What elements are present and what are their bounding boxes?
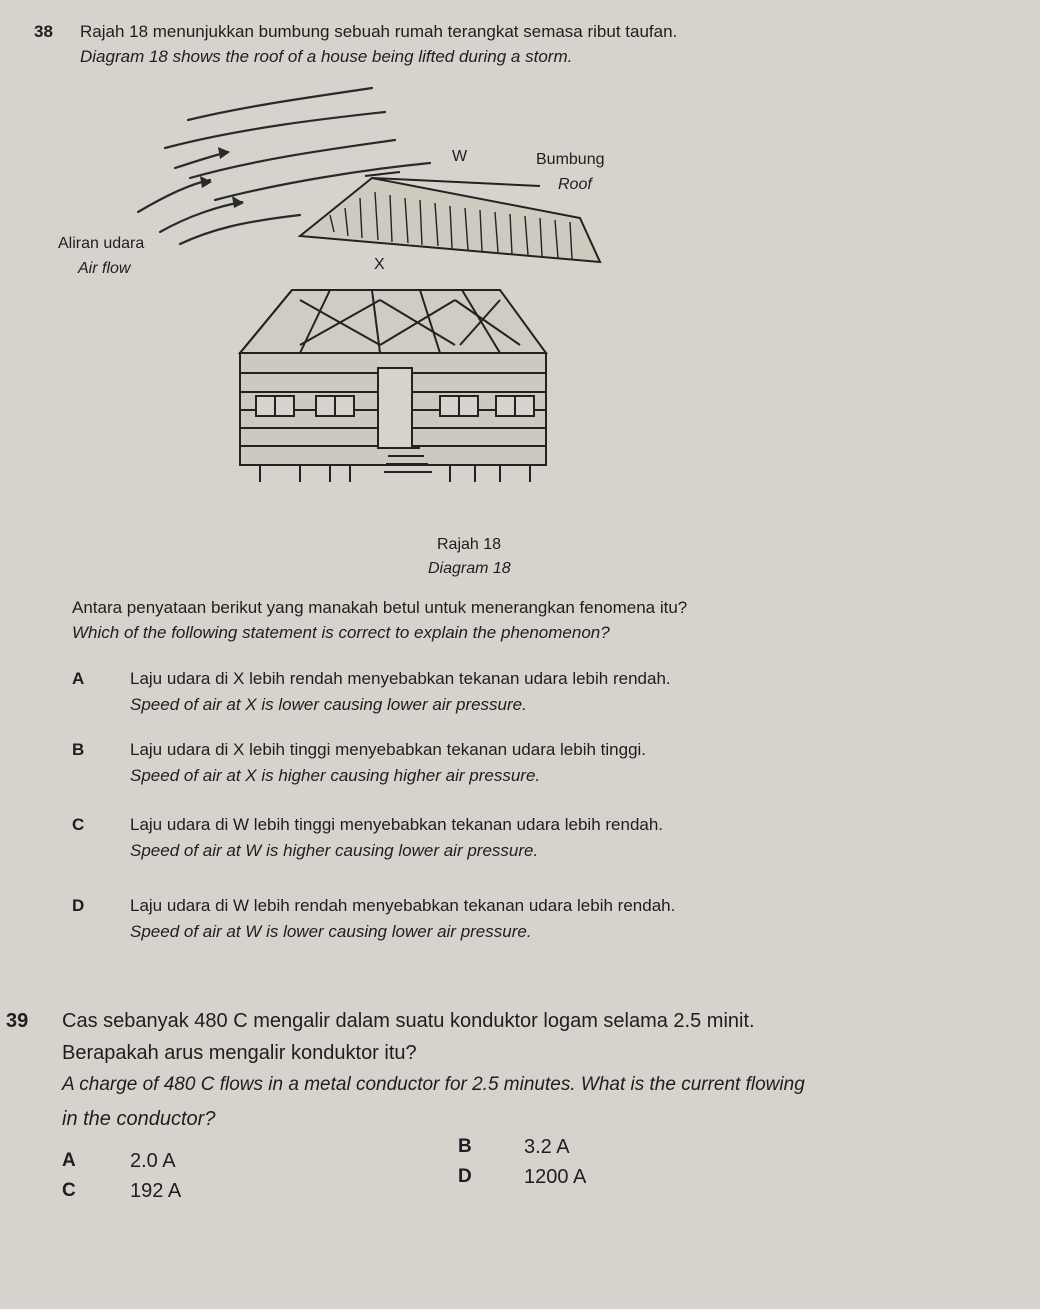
house-body: [240, 290, 546, 482]
question-38-ms: Antara penyataan berikut yang manakah betul untuk menerangkan fenomena itu?: [72, 598, 688, 617]
diagram-label-air-en: Air flow: [78, 260, 131, 277]
diagram-label-x: X: [374, 256, 385, 273]
question-39-stem-ms-1: Cas sebanyak 480 C mengalir dalam suatu konduktor logam selama 2.5 minit.: [62, 1010, 755, 1032]
question-38-stem-ms: Rajah 18 menunjukkan bumbung sebuah rumah terangkat semasa ribut taufan.: [80, 22, 678, 41]
option-b-ms: Laju udara di X lebih tinggi menyebabkan tekanan udara lebih tinggi.: [130, 740, 647, 759]
option-d-letter[interactable]: D: [72, 896, 85, 915]
option-39a-value: 2.0 A: [130, 1150, 176, 1172]
roof-house-diagram: [0, 0, 1040, 520]
diagram-label-w: W: [452, 148, 468, 165]
option-39c-letter[interactable]: C: [62, 1180, 76, 1201]
diagram-label-roof-ms: Bumbung: [536, 151, 605, 168]
question-39-stem-ms-2: Berapakah arus mengalir konduktor itu?: [62, 1042, 417, 1064]
option-39b-value: 3.2 A: [524, 1136, 570, 1158]
diagram-label-roof-en: Roof: [558, 176, 592, 193]
question-38-number: 38: [34, 22, 53, 41]
question-39-stem-en-2: in the conductor?: [62, 1108, 216, 1130]
question-39-stem-en-1: A charge of 480 C flows in a metal conductor for 2.5 minutes. What is the current flowing: [62, 1074, 805, 1095]
diagram-label-air-ms: Aliran udara: [58, 235, 145, 252]
option-39d-value: 1200 A: [524, 1166, 587, 1188]
option-a-ms: Laju udara di X lebih rendah menyebabkan tekanan udara lebih rendah.: [130, 669, 671, 688]
option-39d-letter[interactable]: D: [458, 1166, 472, 1187]
option-b-en: Speed of air at X is higher causing higher air pressure.: [130, 766, 541, 785]
option-d-ms: Laju udara di W lebih rendah menyebabkan tekanan udara lebih rendah.: [130, 896, 676, 915]
question-38-stem-en: Diagram 18 shows the roof of a house being lifted during a storm.: [80, 47, 573, 66]
question-39-number: 39: [6, 1010, 29, 1032]
option-a-letter[interactable]: A: [72, 669, 85, 688]
option-a-en: Speed of air at X is lower causing lower air pressure.: [130, 695, 527, 714]
option-b-letter[interactable]: B: [72, 740, 85, 759]
option-39a-letter[interactable]: A: [62, 1150, 76, 1171]
diagram-caption-ms: Rajah 18: [437, 536, 502, 553]
option-c-ms: Laju udara di W lebih tinggi menyebabkan tekanan udara lebih rendah.: [130, 815, 664, 834]
option-39c-value: 192 A: [130, 1180, 182, 1202]
option-d-en: Speed of air at W is lower causing lower air pressure.: [130, 922, 532, 941]
question-38-en: Which of the following statement is correct to explain the phenomenon?: [72, 623, 610, 642]
option-c-letter[interactable]: C: [72, 815, 85, 834]
option-c-en: Speed of air at W is higher causing lower air pressure.: [130, 841, 539, 860]
option-39b-letter[interactable]: B: [458, 1136, 472, 1157]
diagram-caption-en: Diagram 18: [428, 560, 511, 577]
